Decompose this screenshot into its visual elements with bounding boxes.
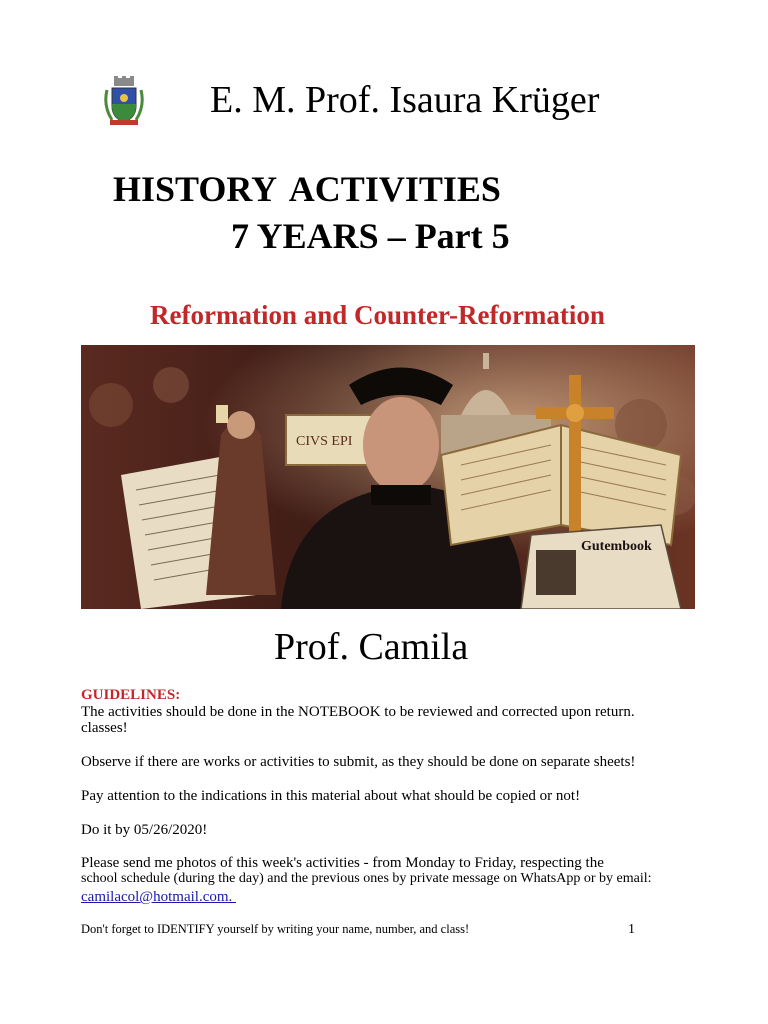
guideline-copy-indications: Pay attention to the indications in this material about what should be copied or not! xyxy=(81,788,581,804)
document-title: HISTORY ACTIVITIES xyxy=(113,169,501,209)
school-name: E. M. Prof. Isaura Krüger xyxy=(210,79,600,121)
guideline-send-photos-cont: school schedule (during the day) and the previous ones by private message on WhatsApp or by email: xyxy=(81,871,652,886)
guidelines-heading: GUIDELINES: xyxy=(81,687,181,703)
guideline-separate-sheets: Observe if there are works or activities to submit, as they should be done on separate sheets! xyxy=(81,754,636,770)
teacher-name: Prof. Camila xyxy=(274,626,469,668)
email-link[interactable]: camilacol@hotmail.com. xyxy=(81,889,237,905)
reformation-banner-image xyxy=(81,345,695,609)
school-crest-logo xyxy=(102,76,146,128)
footer-note: Don't forget to IDENTIFY yourself by writing your name, number, and class! xyxy=(81,922,470,936)
page-number: 1 xyxy=(628,922,635,937)
guideline-notebook: The activities should be done in the NOTEBOOK to be reviewed and corrected upon return. xyxy=(81,704,635,720)
guideline-notebook-cont: classes! xyxy=(81,720,128,736)
guideline-deadline: Do it by 05/26/2020! xyxy=(81,822,208,838)
topic-subtitle: Reformation and Counter-Reformation xyxy=(150,300,605,330)
banner-sign-text: CIVS EPI xyxy=(296,434,353,449)
gutenberg-label: Gutembook xyxy=(581,539,652,554)
document-title-part: 7 YEARS – Part 5 xyxy=(231,216,510,256)
guideline-send-photos: Please send me photos of this week's activities - from Monday to Friday, respecting the xyxy=(81,855,604,871)
